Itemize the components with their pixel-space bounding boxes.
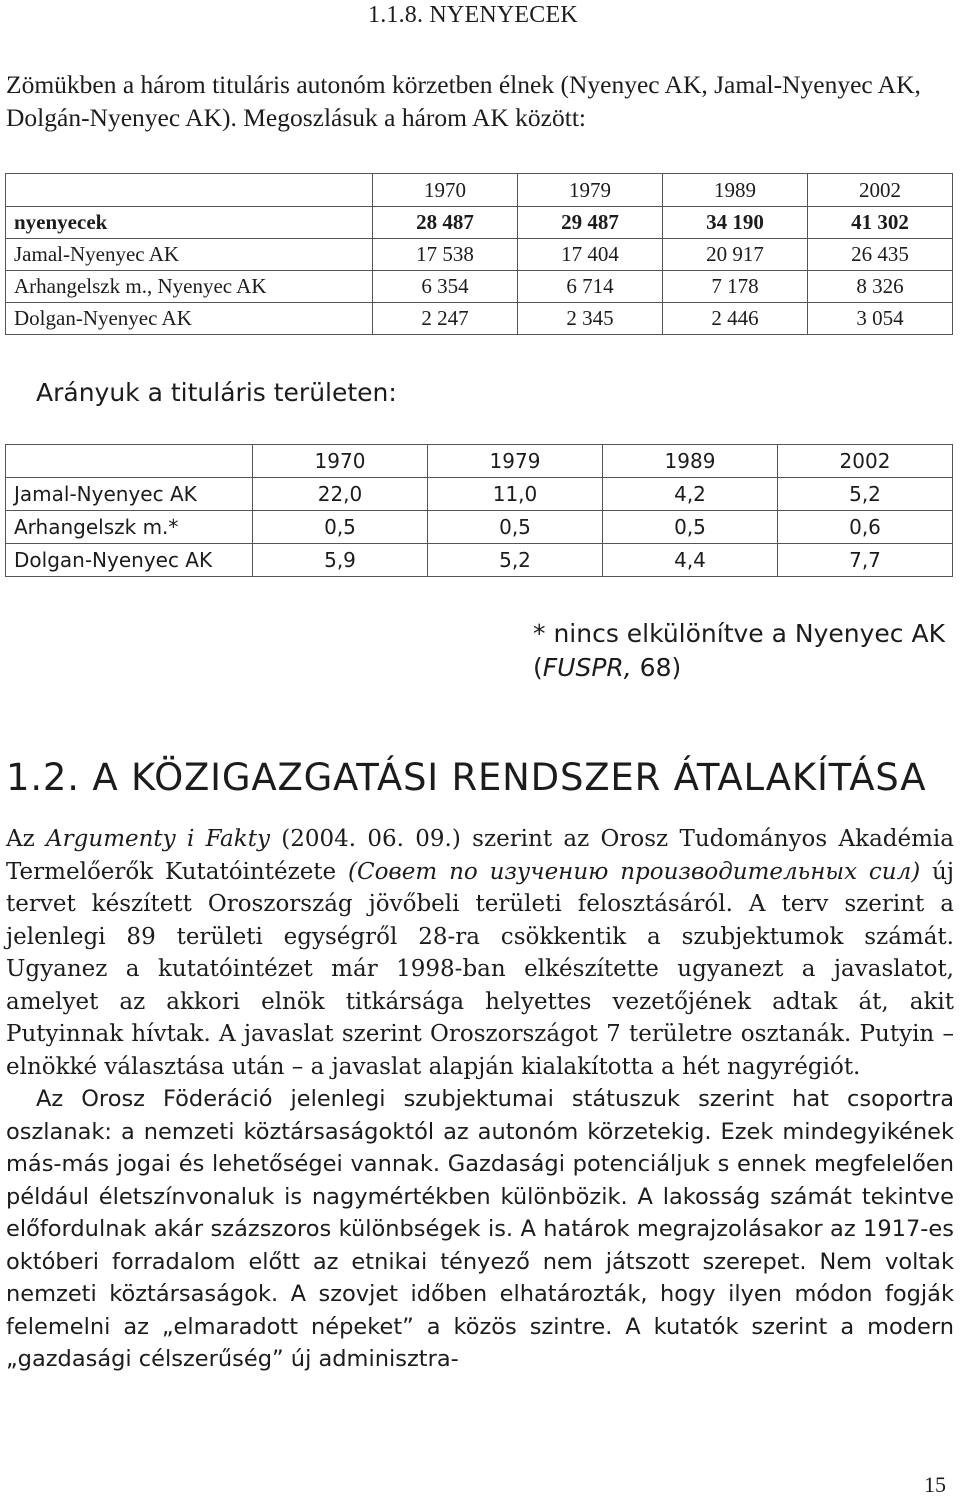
footnote-source: FUSPR,: [542, 653, 632, 682]
section-title: 1.2. A KÖZIGAZGATÁSI RENDSZER ÁTALAKÍTÁSA: [6, 756, 927, 799]
footnote-close: 68): [631, 653, 682, 682]
table-header-cell: 2002: [778, 445, 953, 478]
table-cell: 5,2: [778, 478, 953, 511]
table-header-cell: 1970: [253, 445, 428, 478]
row-label: Arhangelszk m., Nyenyec AK: [6, 271, 373, 303]
table-header-cell: 1989: [663, 174, 808, 207]
paragraph: Az Orosz Föderáció jelenlegi szubjektumai státuszuk szerint hat csoportra oszlanak: a nemzeti köztársaságoktól az autonóm körzetekig. Ezek mindegyikének más-más jogai és lehetőségei vannak. Gazdasági potenciáljuk s ennek megfelelően például életszínvonaluk is nagymértékben különbözik. A lakosság számát tekintve előfordulnak akár százszoros különbségek is. A határok megrajzolásakor az 1917-es októberi forradalom előtt az etnikai tényező nem játszott szerepet. Nem voltak nemzeti köztársaságok. A szovjet időben elhatározták, hogy ilyen módon fogják felemelni az „elmaradott népeket” a közös szintre. A kutatók szerint a modern „gazdasági célszerűség” új adminisztra-: [6, 1086, 954, 1372]
table-cell: 0,6: [778, 511, 953, 544]
row-label: Jamal-Nyenyec AK: [6, 239, 373, 271]
table-cell: 34 190: [663, 207, 808, 239]
table-caption: Arányuk a tituláris területen:: [36, 378, 397, 407]
table-row: [6, 544, 953, 577]
table-cell: 6 714: [518, 271, 663, 303]
table-cell: 8 326: [808, 271, 953, 303]
table-footnote: [533, 617, 945, 685]
table-cell: 5,9: [253, 544, 428, 577]
proportion-table: [5, 444, 953, 577]
table-cell: 4,2: [603, 478, 778, 511]
paragraph: [6, 823, 954, 1083]
table-cell: 2 345: [518, 303, 663, 335]
row-label: Dolgan-Nyenyec AK: [6, 303, 373, 335]
population-table: [5, 173, 953, 335]
row-label: nyenyecek: [6, 207, 373, 239]
table-cell: 4,4: [603, 544, 778, 577]
page-number: 15: [924, 1472, 946, 1497]
table-cell: 28 487: [373, 207, 518, 239]
table-cell: 11,0: [428, 478, 603, 511]
source-title: Argumenty i Fakty: [46, 826, 270, 852]
text-run: új tervet készített Oroszország jövőbeli területi felosztásáról. A terv szerint a jelenlegi 89 területi egységről 28-ra csökkentik a szubjektumok számát. Ugyanez a kutatóintézet már 1998-ban elkészítette ugyanezt a javaslatot, amelyet az akkori elnök titkársága helyettes vezetőjének adtak át, akit Putyinnak hívtak. A javaslat szerint Oroszországot 7 területre osztanák. Putyin – elnökké választása után – a javaslat alapján kialakította a hét nagyrégiót.: [6, 858, 954, 1080]
table-row: [6, 207, 953, 239]
table-cell: 0,5: [428, 511, 603, 544]
table-cell: 20 917: [663, 239, 808, 271]
table-row: [6, 511, 953, 544]
table-header-cell: 2002: [808, 174, 953, 207]
footnote-text: * nincs elkülönítve a Nyenyec AK: [533, 619, 945, 648]
row-label: Dolgan-Nyenyec AK: [6, 544, 253, 577]
table-cell: 17 404: [518, 239, 663, 271]
table-cell: 2 446: [663, 303, 808, 335]
table-cell: 29 487: [518, 207, 663, 239]
table-row: [6, 303, 953, 335]
table-header-cell: [6, 445, 253, 478]
text-run: (2004. 06. 09.) szerint az Orosz Tudományos Akadémia Termelőerők Kutatóintézete: [6, 826, 954, 885]
table-cell: 0,5: [603, 511, 778, 544]
table-header-cell: 1979: [518, 174, 663, 207]
intro-paragraph: Zömükben a három tituláris autonóm körzetben élnek (Nyenyec AK, Jamal-Nyenyec AK, Dolgán-Nyenyec AK). Megoszlásuk a három AK között:: [6, 70, 921, 132]
footnote-open: (: [533, 653, 543, 682]
table-cell: 41 302: [808, 207, 953, 239]
table-cell: 2 247: [373, 303, 518, 335]
table-cell: 6 354: [373, 271, 518, 303]
body-text: [6, 823, 954, 1376]
row-label: Arhangelszk m.*: [6, 511, 253, 544]
table-header-row: [6, 445, 953, 478]
table-header-cell: 1970: [373, 174, 518, 207]
table-cell: 17 538: [373, 239, 518, 271]
table-cell: 26 435: [808, 239, 953, 271]
table-cell: 7 178: [663, 271, 808, 303]
text-run: Az: [6, 826, 47, 852]
table-header-row: [6, 174, 953, 207]
table-cell: 3 054: [808, 303, 953, 335]
page-header: 1.1.8. NYENYECEK: [368, 2, 578, 28]
russian-name: (Совет по изучению производительных сил): [348, 858, 921, 885]
table-row: [6, 271, 953, 303]
table-cell: 5,2: [428, 544, 603, 577]
table-header-cell: 1979: [428, 445, 603, 478]
table-row: [6, 239, 953, 271]
table-header-cell: [6, 174, 373, 207]
table-header-cell: 1989: [603, 445, 778, 478]
row-label: Jamal-Nyenyec AK: [6, 478, 253, 511]
table-cell: 7,7: [778, 544, 953, 577]
table-cell: 0,5: [253, 511, 428, 544]
table-row: [6, 478, 953, 511]
table-cell: 22,0: [253, 478, 428, 511]
